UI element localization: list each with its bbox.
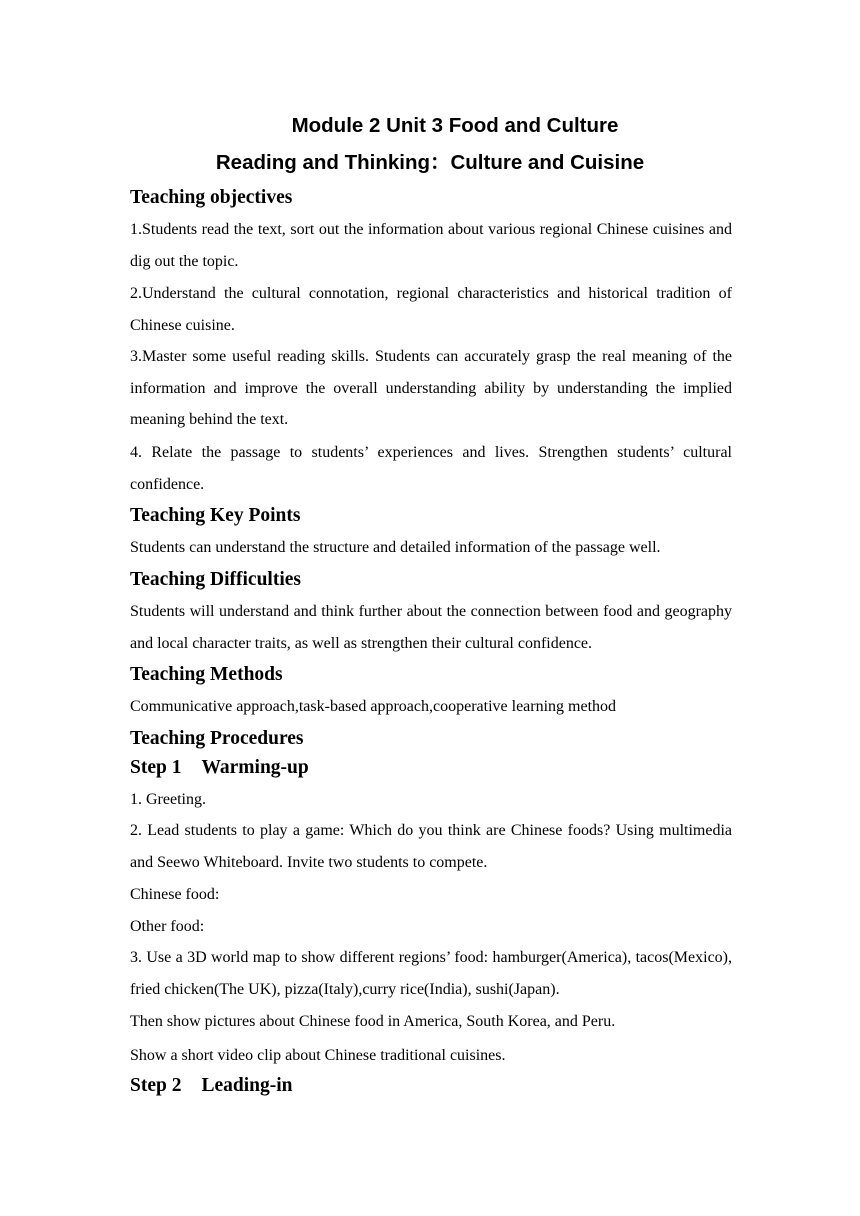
objective-item-3: 3.Master some useful reading skills. Students can accurately grasp the real meaning of the information and improve the overall understanding ability by understanding the implied meaning behind the text. [130,348,732,429]
step1-label: Step 1 [130,757,182,778]
step2-title: Leading-in [201,1075,293,1096]
step2-label: Step 2 [130,1075,182,1096]
section-heading-objectives: Teaching objectives [130,187,293,208]
step2-heading [130,1076,293,1096]
difficulties-text: Students will understand and think further about the connection between food and geography and local character traits, as well as strengthen their cultural confidence. [130,603,732,652]
step1-item-7: Show a short video clip about Chinese traditional cuisines. [130,1047,506,1064]
section-heading-key-points: Teaching Key Points [130,505,301,526]
document-title: Module 2 Unit 3 Food and Culture [291,114,619,137]
objective-item-2: 2.Understand the cultural connotation, regional characteristics and historical tradition of Chinese cuisine. [130,285,732,334]
step1-item-1: 1. Greeting. [130,791,206,808]
section-heading-difficulties: Teaching Difficulties [130,569,301,590]
step1-item-2: 2. Lead students to play a game: Which do you think are Chinese foods? Using multimedia and Seewo Whiteboard. Invite two students to compete. [130,822,732,871]
methods-text: Communicative approach,task-based approach,cooperative learning method [130,698,617,715]
step1-item-6: Then show pictures about Chinese food in America, South Korea, and Peru. [130,1013,616,1030]
step1-title: Warming-up [201,757,309,778]
section-heading-methods: Teaching Methods [130,664,283,685]
objective-item-4: 4. Relate the passage to students’ experiences and lives. Strengthen students’ cultural confidence. [130,444,732,493]
step1-item-5: 3. Use a 3D world map to show different regions’ food: hamburger(America), tacos(Mexico), fried chicken(The UK), pizza(Italy),curry rice(India), sushi(Japan). [130,949,732,998]
step1-heading [130,758,309,778]
document-subtitle: Reading and Thinking：Culture and Cuisine [215,151,645,174]
key-points-text: Students can understand the structure and detailed information of the passage well. [130,539,661,556]
objective-item-1: 1.Students read the text, sort out the information about various regional Chinese cuisines and dig out the topic. [130,221,732,270]
step1-item-3: Chinese food: [130,886,220,903]
section-heading-procedures: Teaching Procedures [130,728,304,749]
step1-item-4: Other food: [130,918,205,935]
